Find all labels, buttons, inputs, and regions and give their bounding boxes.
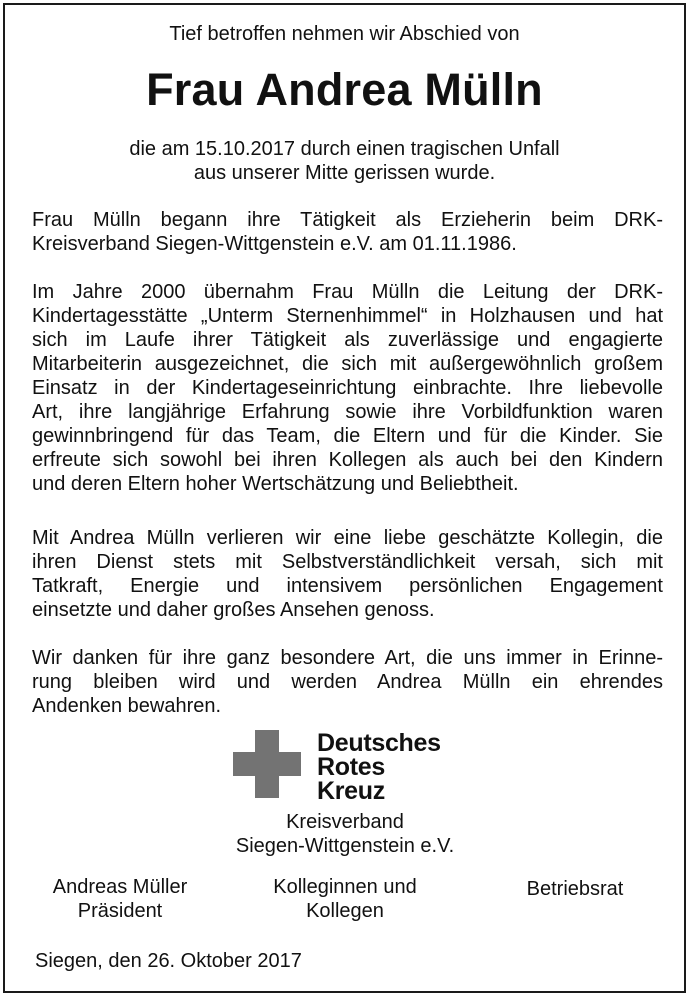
organization-line: Kreisverband xyxy=(286,811,404,833)
signature-colleagues xyxy=(245,875,445,923)
paragraph-line: und deren Eltern hoher Wertschätzung und Beliebtheit. xyxy=(32,473,519,495)
subtitle xyxy=(5,137,684,185)
signature-line: Betriebsrat xyxy=(526,878,624,900)
paragraph-line: Art, ihre langjährige Erfahrung sowie ihre Vorbildfunktion waren xyxy=(32,401,663,423)
paragraph-line: Im Jahre 2000 übernahm Frau Mülln die Leitung der DRK- xyxy=(32,281,663,303)
place-and-date: Siegen, den 26. Oktober 2017 xyxy=(35,950,302,972)
paragraph-line: gewinnbringend für das Team, die Eltern und für die Kinder. Sie xyxy=(32,425,663,447)
signature-line: Kolleginnen und xyxy=(273,876,417,898)
signature-line: Kollegen xyxy=(306,900,384,922)
signature-works-council xyxy=(485,877,665,901)
paragraph-thanks xyxy=(32,646,663,718)
signature-line: Andreas Müller xyxy=(52,876,188,898)
subtitle-line: aus unserer Mitte gerissen wurde. xyxy=(193,162,496,184)
paragraph-line: Andenken bewahren. xyxy=(32,695,222,717)
drk-logo-wordmark xyxy=(317,731,441,803)
logo-word: Rotes xyxy=(317,753,385,781)
paragraph-line: Tatkraft, Energie und intensivem persönlichen Engagement xyxy=(32,575,663,597)
paragraph-line: sich im Laufe ihrer Tätigkeit als zuverlässige und engagierte xyxy=(32,329,663,351)
paragraph-line: Kindertagesstätte „Unterm Sternenhimmel“ in Holzhausen und hat xyxy=(32,305,663,327)
paragraph-line: erfreute sich sowohl bei ihren Kollegen als auch bei den Kindern xyxy=(32,449,663,471)
signature-president xyxy=(25,875,215,923)
red-cross-icon xyxy=(233,730,301,798)
subtitle-line: die am 15.10.2017 durch einen tragischen Unfall xyxy=(129,138,560,160)
logo-word: Deutsches xyxy=(317,729,441,757)
signature-line: Präsident xyxy=(77,900,163,922)
organization-line: Siegen-Wittgenstein e.V. xyxy=(235,835,455,857)
paragraph-loss xyxy=(32,526,663,622)
logo-word: Kreuz xyxy=(317,777,385,805)
paragraph-line: einsetzte und daher großes Ansehen genoss. xyxy=(32,599,435,621)
paragraph-line: ihren Dienst stets mit Selbstverständlichkeit versah, sich mit xyxy=(32,551,663,573)
paragraph-line: Wir danken für ihre ganz besondere Art, die uns immer in Erinne- xyxy=(32,647,663,669)
paragraph-line: Einsatz in der Kindertageseinrichtung einbrachte. Ihre liebevolle xyxy=(32,377,663,399)
paragraph-career xyxy=(32,280,663,496)
paragraph-line: rung bleiben wird und werden Andrea Mülln ein ehrendes xyxy=(32,671,663,693)
paragraph-line: Mitarbeiterin ausgezeichnet, die sich mit außergewöhnlich großem xyxy=(32,353,663,375)
intro-text: Tief betroffen nehmen wir Abschied von xyxy=(169,23,520,45)
paragraph-employment xyxy=(32,208,663,256)
paragraph-line: Frau Mülln begann ihre Tätigkeit als Erzieherin beim DRK- xyxy=(32,209,663,231)
organization-name xyxy=(195,810,495,858)
paragraph-line: Kreisverband Siegen-Wittgenstein e.V. am 01.11.1986. xyxy=(32,233,517,255)
deceased-name: Frau Andrea Mülln xyxy=(146,64,543,115)
obituary-notice xyxy=(3,3,686,993)
paragraph-line: Mit Andrea Mülln verlieren wir eine liebe geschätzte Kollegin, die xyxy=(32,527,663,549)
